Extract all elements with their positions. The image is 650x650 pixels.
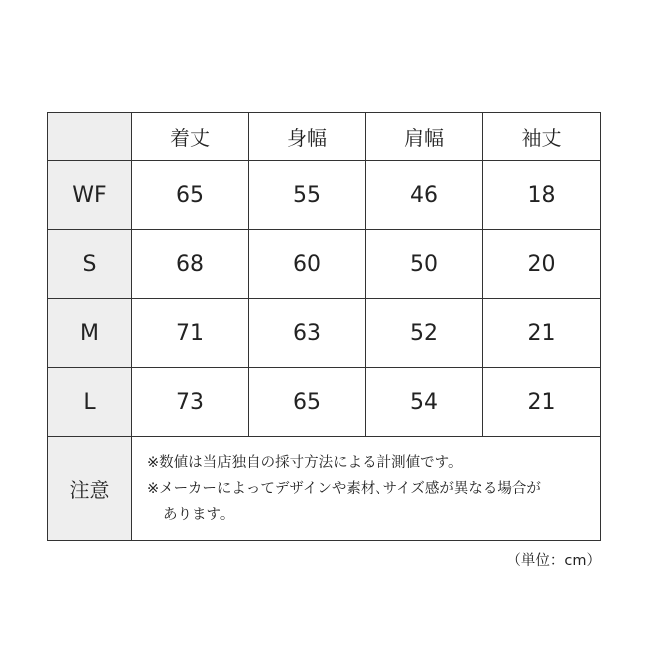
note-line: ※数値は当店独自の採寸方法による計測値です。 <box>147 454 463 471</box>
value-cell: 21 <box>483 299 601 368</box>
note-body <box>132 437 601 541</box>
table-row <box>48 368 601 437</box>
value-cell: 46 <box>366 161 483 230</box>
value-cell: 50 <box>366 230 483 299</box>
corner-cell <box>48 113 132 161</box>
value-cell: 54 <box>366 368 483 437</box>
value-cell: 63 <box>249 299 366 368</box>
table-row <box>48 161 601 230</box>
value-cell: 52 <box>366 299 483 368</box>
size-label: L <box>48 368 132 437</box>
size-label: M <box>48 299 132 368</box>
column-header-length: 着丈 <box>132 113 249 161</box>
unit-caption: （単位：cm） <box>506 553 601 569</box>
value-cell: 21 <box>483 368 601 437</box>
note-line: あります。 <box>163 506 235 523</box>
column-header-sleeve: 袖丈 <box>483 113 601 161</box>
note-line: ※メーカーによってデザインや素材､サイズ感が異なる場合が <box>147 480 541 497</box>
value-cell: 71 <box>132 299 249 368</box>
size-label: S <box>48 230 132 299</box>
value-cell: 18 <box>483 161 601 230</box>
size-chart-table <box>47 112 601 541</box>
value-cell: 20 <box>483 230 601 299</box>
value-cell: 68 <box>132 230 249 299</box>
value-cell: 60 <box>249 230 366 299</box>
value-cell: 65 <box>132 161 249 230</box>
size-label: WF <box>48 161 132 230</box>
table-row <box>48 299 601 368</box>
header-row <box>48 113 601 161</box>
value-cell: 73 <box>132 368 249 437</box>
table-row <box>48 230 601 299</box>
note-row <box>48 437 601 541</box>
column-header-width: 身幅 <box>249 113 366 161</box>
column-header-shoulder: 肩幅 <box>366 113 483 161</box>
value-cell: 55 <box>249 161 366 230</box>
note-label: 注意 <box>48 437 132 541</box>
value-cell: 65 <box>249 368 366 437</box>
